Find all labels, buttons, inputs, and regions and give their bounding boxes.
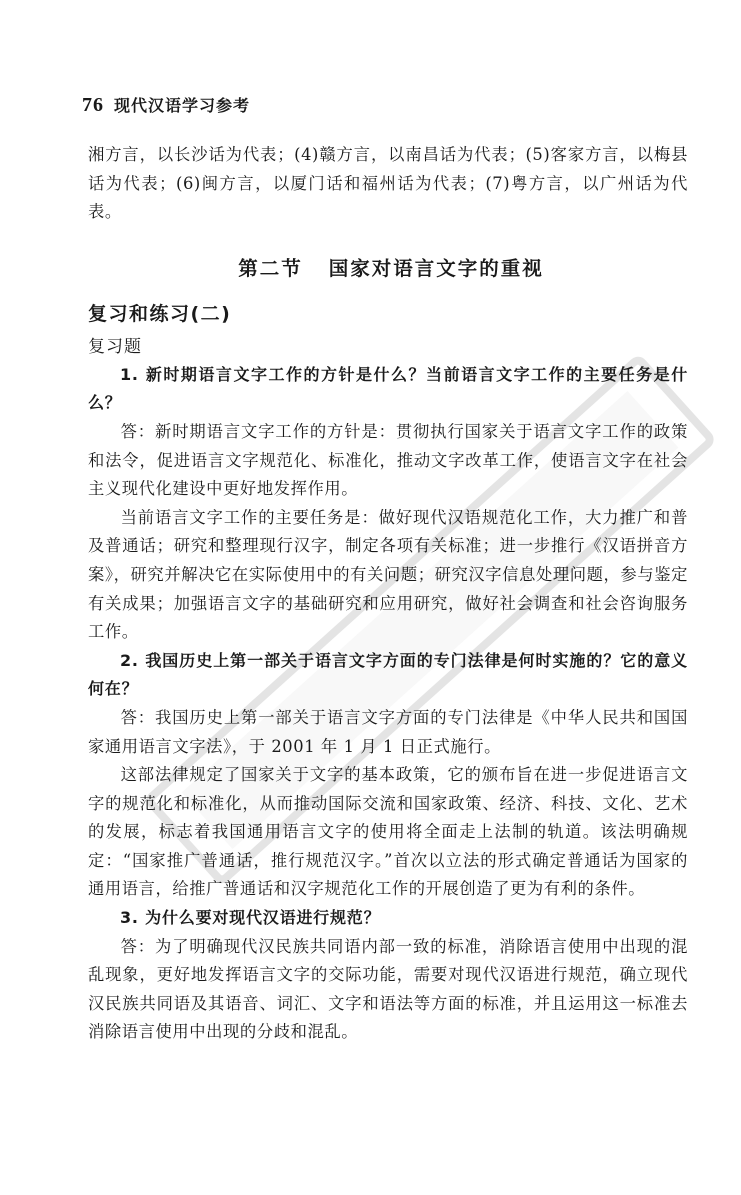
book-title: 现代汉语学习参考: [114, 96, 251, 115]
question-1: 1. 新时期语言文字工作的方针是什么？当前语言文字工作的主要任务是什么？: [88, 364, 688, 413]
answer-3: 答：为了明确现代汉民族共同语内部一致的标准，消除语言使用中出现的混乱现象，更好地发挥语言文字的交际功能，需要对现代汉语进行规范，确立现代汉民族共同语及其语音、词汇、文字和语法等方面的标准，并且运用这一标准去消除语言使用中出现的分歧和混乱。: [88, 936, 688, 1042]
question-2: 2. 我国历史上第一部关于语言文字方面的专门法律是何时实施的？它的意义何在？: [88, 650, 688, 699]
page-content: [88, 141, 688, 1047]
running-header: [82, 93, 250, 117]
section-number: 第二节: [238, 256, 303, 280]
page-number: 76: [82, 94, 104, 116]
answer-2-part-2: 这部法律规定了国家关于文字的基本政策，它的颁布旨在进一步促进语言文字的规范化和标准化，从而推动国际交流和国家政策、经济、科技、文化、艺术的发展，标志着我国通用语言文字的使用将全面走上法制的轨道。该法明确规定：“国家推广普通话，推行规范汉字。”首次以立法的形式确定普通话为国家的通用语言，给推广普通话和汉字规范化工作的开展创造了更为有利的条件。: [88, 765, 688, 899]
answer-1-part-2: 当前语言文字工作的主要任务是：做好现代汉语规范化工作，大力推广和普及普通话；研究和整理现行汉字，制定各项有关标准；进一步推行《汉语拼音方案》，研究并解决它在实际使用中的有关问题；研究汉字信息处理问题，参与鉴定有关成果；加强语言文字的基础研究和应用研究，做好社会调查和社会咨询服务工作。: [88, 507, 688, 642]
section-title: [88, 253, 688, 281]
answer-1-part-1: 答：新时期语言文字工作的方针是：贯彻执行国家关于语言文字工作的政策和法令，促进语言文字规范化、标准化，推动文字改革工作，使语言文字在社会主义现代化建设中更好地发挥作用。: [88, 421, 688, 499]
section-name: 国家对语言文字的重视: [328, 256, 544, 280]
intro-paragraph: 湘方言，以长沙话为代表；(4)赣方言，以南昌话为代表；(5)客家方言，以梅县话为代表；(6)闽方言，以厦门话和福州话为代表；(7)粤方言，以广州话为代表。: [88, 145, 688, 222]
answer-2-part-1: 答：我国历史上第一部关于语言文字方面的专门法律是《中华人民共和国国家通用语言文字法》，于 2001 年 1 月 1 日正式施行。: [88, 707, 688, 756]
review-label: 复习题: [88, 336, 142, 357]
question-3: 3. 为什么要对现代汉语进行规范？: [120, 908, 381, 928]
exercise-title: 复习和练习(二): [88, 302, 232, 325]
